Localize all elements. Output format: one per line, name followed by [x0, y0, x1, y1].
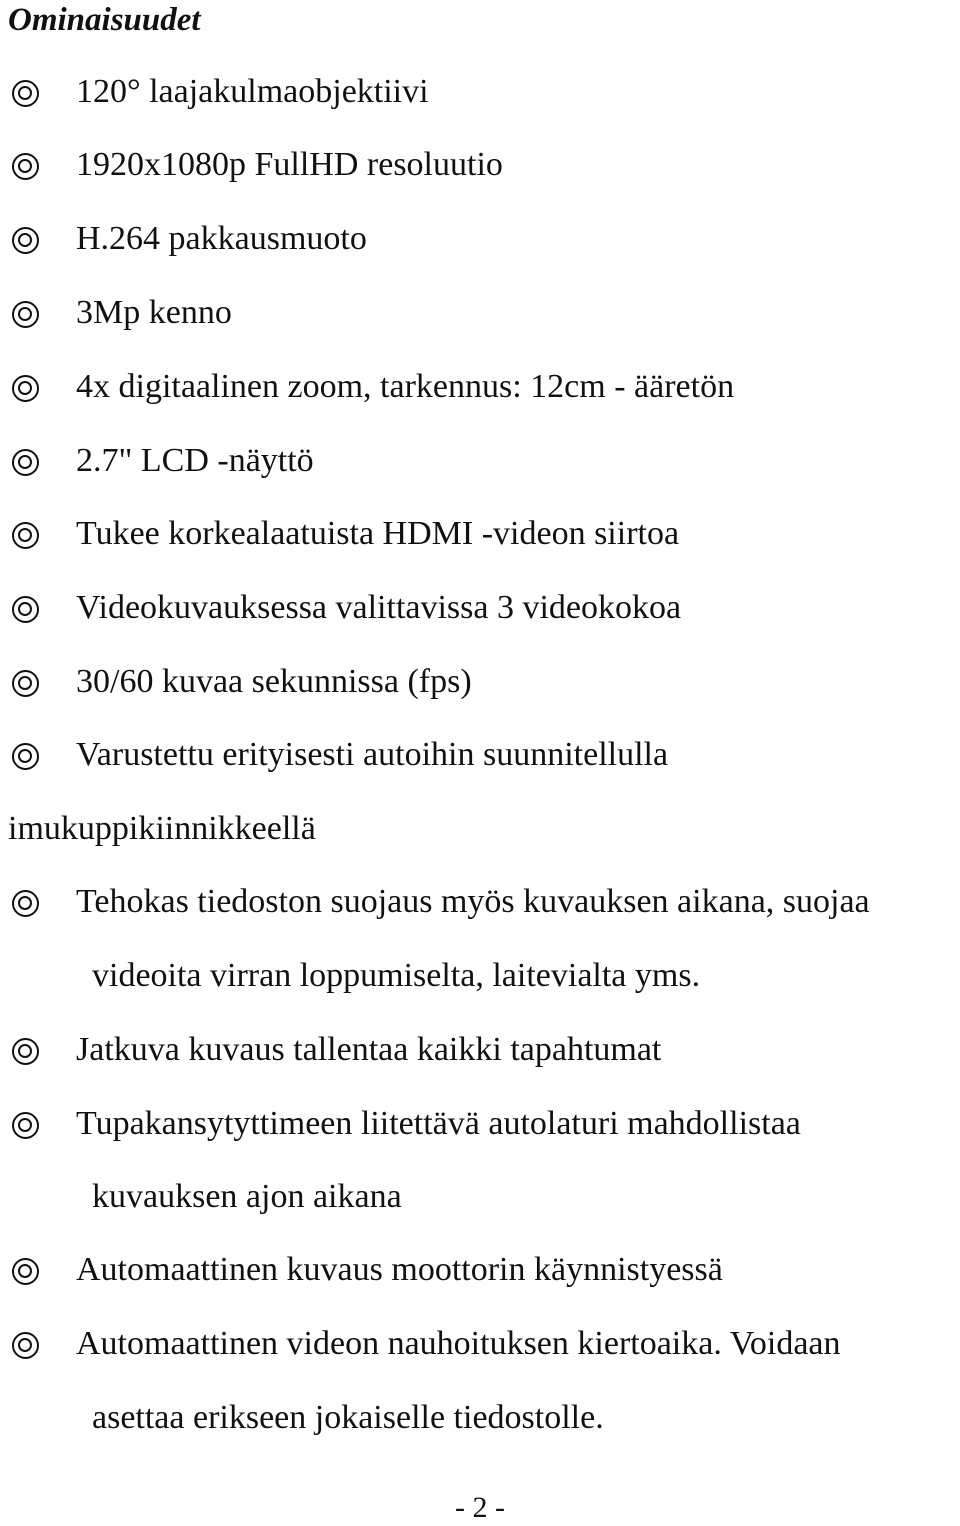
- double-circle-icon: [12, 743, 39, 770]
- feature-item: 30/60 kuvaa sekunnissa (fps): [76, 663, 472, 700]
- feature-item-continuation: asettaa erikseen jokaiselle tiedostolle.: [92, 1399, 604, 1436]
- feature-item: Varustettu erityisesti autoihin suunnitellulla: [76, 736, 669, 773]
- section-heading: Ominaisuudet: [8, 2, 201, 38]
- feature-item: Tupakansytyttimeen liitettävä autolaturi mahdollistaa: [76, 1105, 801, 1142]
- double-circle-icon: [12, 301, 39, 328]
- feature-item: Jatkuva kuvaus tallentaa kaikki tapahtumat: [76, 1031, 662, 1068]
- double-circle-icon: [12, 449, 39, 476]
- feature-item-continuation: imukuppikiinnikkeellä: [8, 810, 316, 847]
- feature-item: Automaattinen kuvaus moottorin käynnistyessä: [76, 1251, 723, 1288]
- feature-item: 1920x1080p FullHD resoluutio: [76, 146, 503, 183]
- double-circle-icon: [12, 375, 39, 402]
- feature-item: 3Mp kenno: [76, 294, 232, 331]
- double-circle-icon: [12, 227, 39, 254]
- feature-item-continuation: kuvauksen ajon aikana: [92, 1178, 402, 1215]
- double-circle-icon: [12, 153, 39, 180]
- page-number: - 2 -: [455, 1491, 505, 1524]
- feature-item: Tukee korkealaatuista HDMI -videon siirtoa: [76, 515, 680, 552]
- feature-item-continuation: videoita virran loppumiselta, laitevialta yms.: [92, 957, 701, 994]
- feature-item: Tehokas tiedoston suojaus myös kuvauksen aikana, suojaa: [76, 883, 870, 920]
- double-circle-icon: [12, 1038, 39, 1065]
- feature-item: 2.7" LCD -näyttö: [76, 442, 314, 479]
- double-circle-icon: [12, 890, 39, 917]
- double-circle-icon: [12, 1112, 39, 1139]
- double-circle-icon: [12, 670, 39, 697]
- double-circle-icon: [12, 80, 39, 107]
- feature-item: H.264 pakkausmuoto: [76, 220, 367, 257]
- feature-item: Automaattinen videon nauhoituksen kiertoaika. Voidaan: [76, 1325, 841, 1362]
- feature-item: 120° laajakulmaobjektiivi: [76, 73, 429, 110]
- double-circle-icon: [12, 1258, 39, 1285]
- double-circle-icon: [12, 522, 39, 549]
- double-circle-icon: [12, 596, 39, 623]
- feature-item: Videokuvauksessa valittavissa 3 videokokoa: [76, 589, 682, 626]
- feature-item: 4x digitaalinen zoom, tarkennus: 12cm - ääretön: [76, 368, 735, 405]
- double-circle-icon: [12, 1332, 39, 1359]
